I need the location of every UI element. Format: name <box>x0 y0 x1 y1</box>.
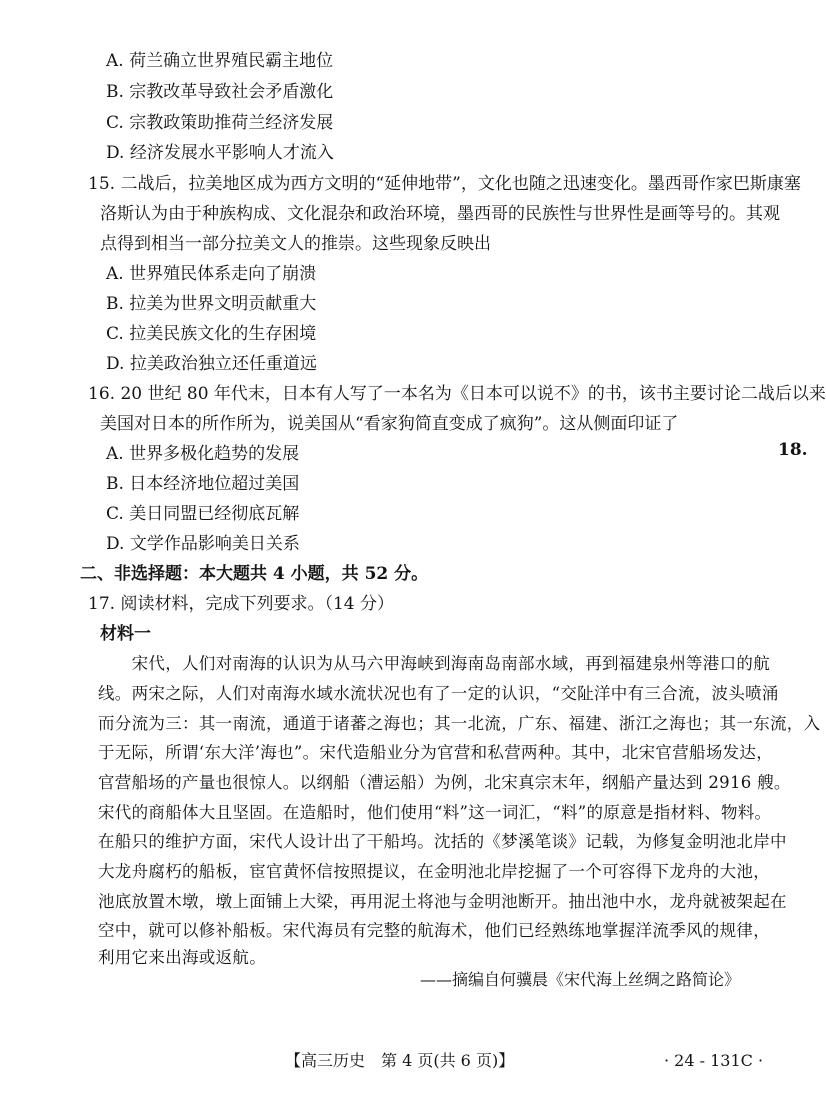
q14-option-b: B. 宗教改革导致社会矛盾激化 <box>106 82 334 102</box>
section-heading: 二、非选择题：本大题共 4 小题，共 52 分。 <box>80 564 429 584</box>
q14-option-d: D. 经济发展水平影响人才流入 <box>106 143 334 163</box>
q16-option-b: B. 日本经济地位超过美国 <box>106 474 300 494</box>
material-source: ——摘编自何骥晨《宋代海上丝绸之路简论》 <box>420 970 741 989</box>
q16-stem-line-1: 16. 20 世纪 80 年代末，日本有人写了一本名为《日本可以说不》的书，该书主要讨论二战后以来 <box>88 384 826 404</box>
material-line-11: 利用它来出海或返航。 <box>98 948 266 967</box>
material-line-5: 官营船场的产量也很惊人。以纲船（漕运船）为例，北宋真宗末年，纲船产量达到 2916 艘。 <box>98 773 791 792</box>
material-line-8: 大龙舟腐朽的船板，宦官黄怀信按照提议，在金明池北岸挖掘了一个可容得下龙舟的大池， <box>98 862 770 881</box>
page-code: · 24 - 131C · <box>664 1051 764 1070</box>
margin-question-number: 18. <box>778 440 808 460</box>
material-line-9: 池底放置木墩，墩上面铺上大梁，再用泥土将池与金明池断开。抽出池中水，龙舟就被架起在 <box>98 892 787 911</box>
page-footer: 【高三历史 第 4 页(共 6 页)】 <box>285 1051 515 1070</box>
q16-option-a: A. 世界多极化趋势的发展 <box>106 444 300 464</box>
material-line-7: 在船只的维护方面，宋代人设计出了干船坞。沈括的《梦溪笔谈》记载，为修复金明池北岸中 <box>98 832 787 851</box>
q14-option-a: A. 荷兰确立世界殖民霸主地位 <box>106 51 334 71</box>
q15-option-a: A. 世界殖民体系走向了崩溃 <box>106 264 317 284</box>
q17-prompt: 17. 阅读材料，完成下列要求。（14 分） <box>88 594 394 614</box>
q15-option-c: C. 拉美民族文化的生存困境 <box>106 324 317 344</box>
q15-stem-line-2: 洛斯认为由于种族构成、文化混杂和政治环境，墨西哥的民族性与世界性是画等号的。其观 <box>100 204 780 224</box>
material-line-2: 线。两宋之际，人们对南海水域水流状况也有了一定的认识，“交阯洋中有三合流，波头喷涌 <box>98 684 779 703</box>
material-line-4: 于无际，所谓‘东大洋’海也”。宋代造船业分为官营和私营两种。其中，北宋官营船场发达， <box>98 743 774 762</box>
q16-stem-line-2: 美国对日本的所作所为，说美国从“看家狗简直变成了疯狗”。这从侧面印证了 <box>100 414 679 434</box>
q14-option-c: C. 宗教政策助推荷兰经济发展 <box>106 113 334 133</box>
material-line-6: 宋代的商船体大且坚固。在造船时，他们使用“料”这一词汇，“料”的原意是指材料、物料。 <box>98 803 772 822</box>
material-title: 材料一 <box>100 624 151 644</box>
q16-option-d: D. 文学作品影响美日关系 <box>106 534 300 554</box>
q15-stem-line-1: 15. 二战后，拉美地区成为西方文明的“延伸地带”，文化也随之迅速变化。墨西哥作家巴斯康塞 <box>88 174 801 194</box>
q15-option-b: B. 拉美为世界文明贡献重大 <box>106 294 317 314</box>
q16-option-c: C. 美日同盟已经彻底瓦解 <box>106 504 300 524</box>
material-line-10: 空中，就可以修补船板。宋代海员有完整的航海术，他们已经熟练地掌握洋流季风的规律， <box>98 921 770 940</box>
q15-stem-line-3: 点得到相当一部分拉美文人的推崇。这些现象反映出 <box>100 234 491 254</box>
material-line-3: 而分流为三：其一南流，通道于诸蕃之海也；其一北流，广东、福建、浙江之海也；其一东流，入 <box>98 714 821 733</box>
q15-option-d: D. 拉美政治独立还任重道远 <box>106 354 317 374</box>
material-line-1: 宋代，人们对南海的认识为从马六甲海峡到海南岛南部水域，再到福建泉州等港口的航 <box>98 654 770 673</box>
